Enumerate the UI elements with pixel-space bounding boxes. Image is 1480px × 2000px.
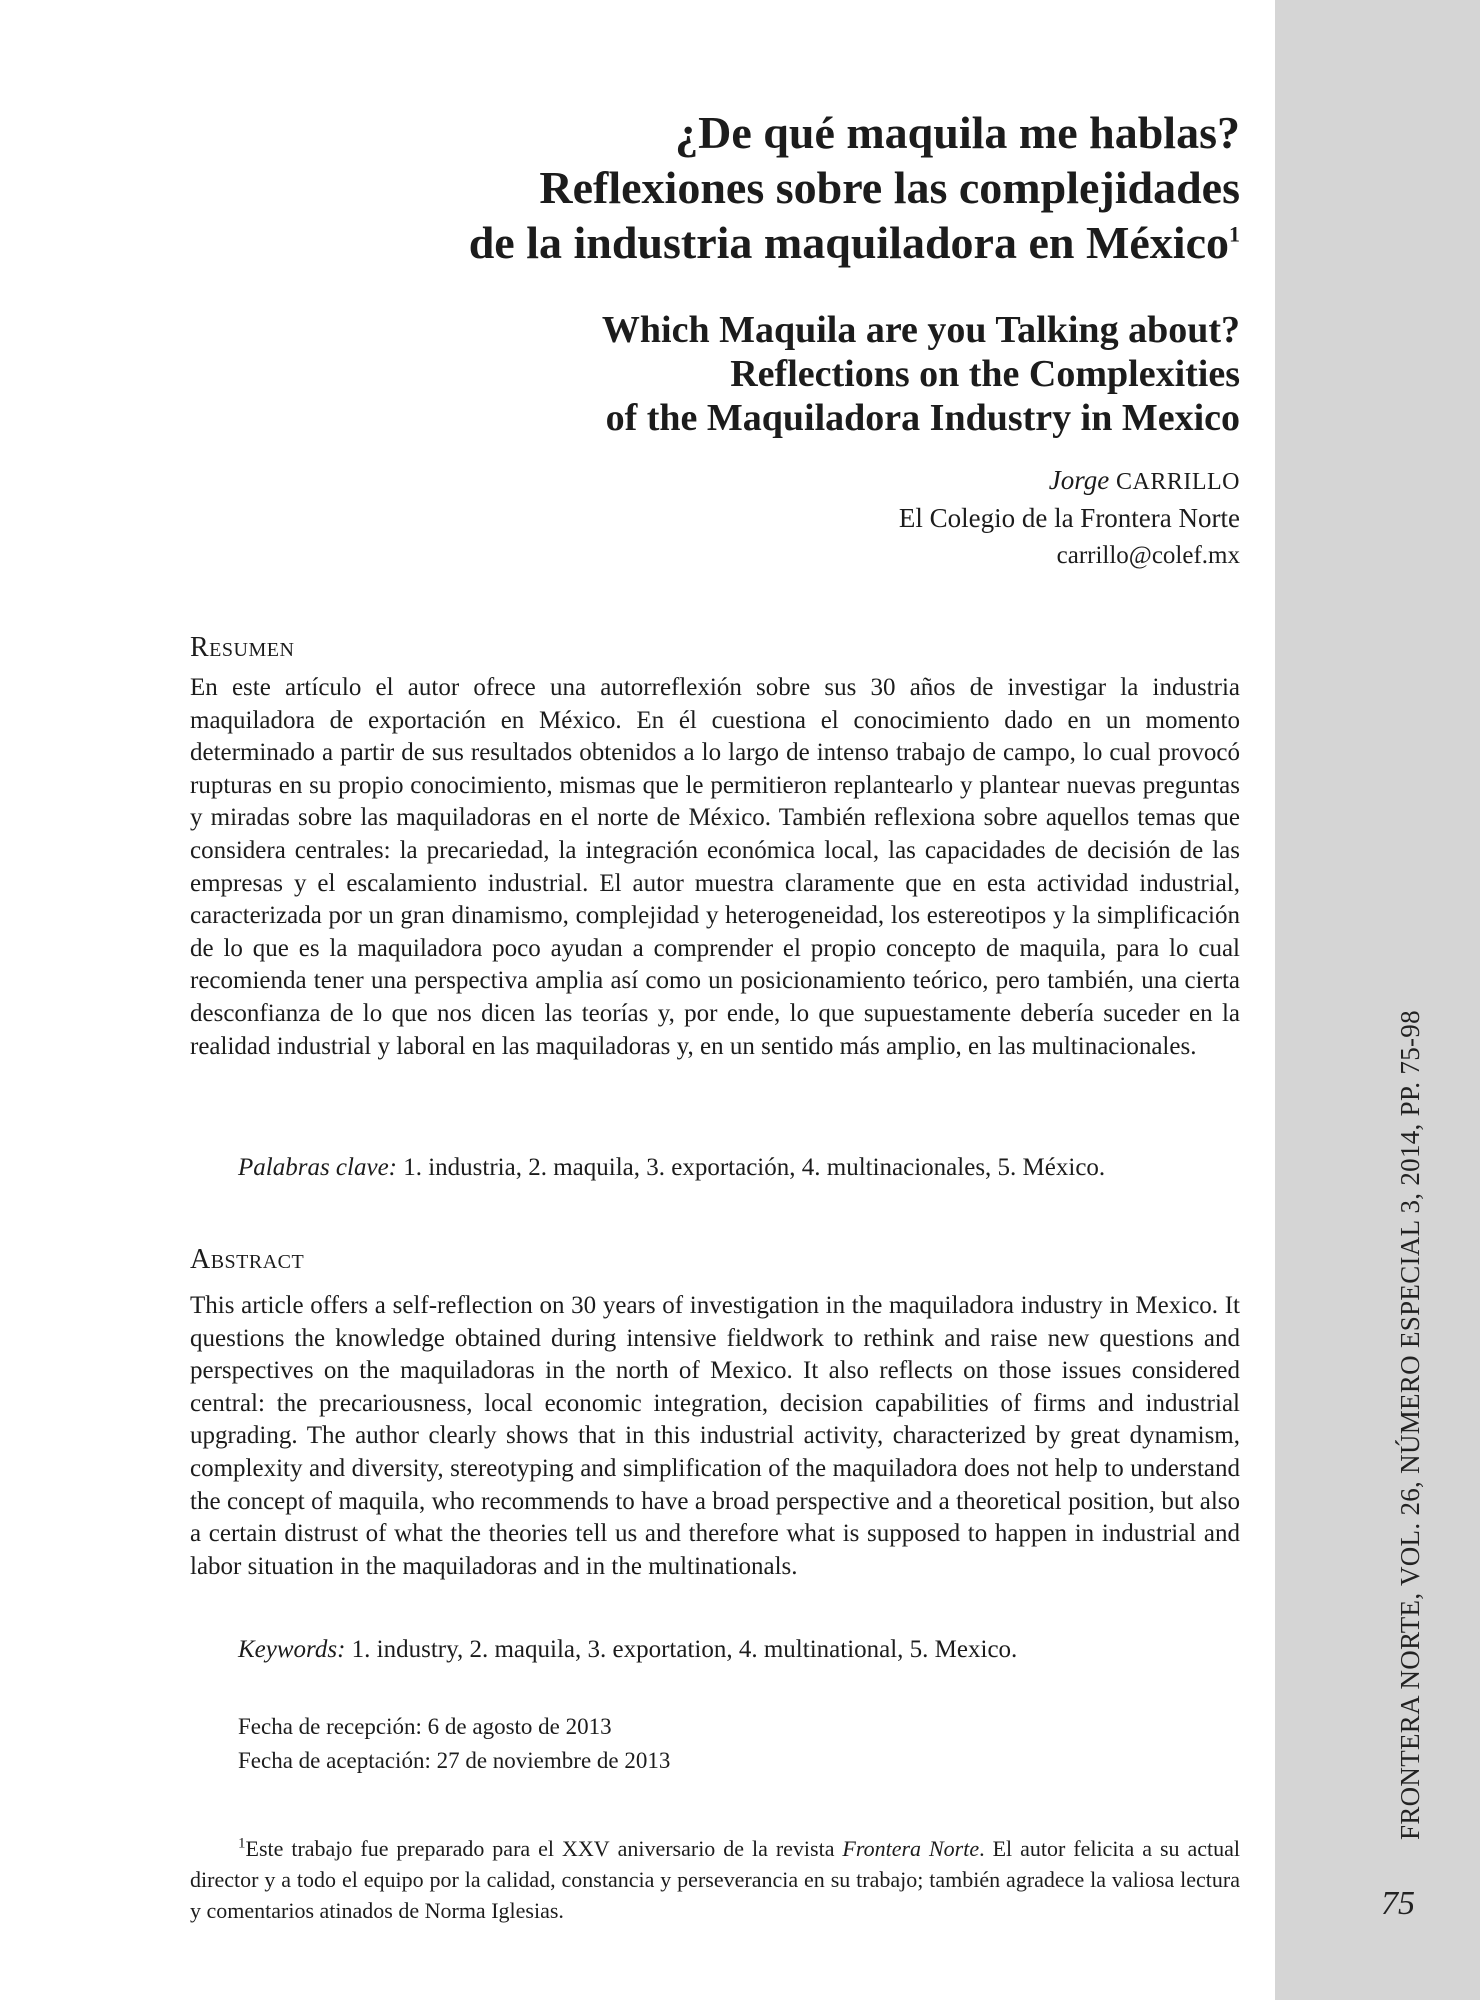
footnote-journal-name: Frontera Norte [842, 1836, 980, 1861]
footnote-mark: 1 [238, 1835, 246, 1852]
author-last-name: CARRILLO [1116, 469, 1240, 495]
resumen-keywords [238, 1152, 1105, 1185]
author-institution: El Colegio de la Frontera Norte [898, 503, 1240, 533]
english-title-line-3: of the Maquiladora Industry in Mexico [605, 397, 1240, 439]
english-title-line-1: Which Maquila are you Talking about? [601, 309, 1240, 351]
footnote-roman-numeral: XXV [561, 1836, 610, 1861]
resumen-keywords-list: 1. industria, 2. maquila, 3. exportación, 4. multinacionales, 5. México. [403, 1154, 1106, 1181]
spanish-title-line-3: de la industria maquiladora en México [468, 217, 1229, 268]
journal-side-band [1275, 0, 1480, 2000]
journal-running-title: FRONTERA NORTE, VOL. 26, NÚMERO ESPECIAL 3, 2014, PP. 75-98 [1395, 1010, 1425, 1840]
english-title [140, 308, 1240, 440]
page-number: 75 [1381, 1885, 1415, 1922]
spanish-title-line-2: Reflexiones sobre las complejidades [539, 162, 1240, 213]
spanish-title-line-1: ¿De qué maquila me hablas? [675, 107, 1240, 158]
author-first-name: Jorge [1048, 465, 1110, 495]
english-title-line-2: Reflections on the Complexities [730, 353, 1240, 395]
footnote-text-before: Este trabajo fue preparado para el [245, 1836, 562, 1861]
resumen-keywords-label: Palabras clave: [238, 1154, 397, 1181]
author-email[interactable]: carrillo@colef.mx [1056, 542, 1240, 569]
abstract-keywords-list: 1. industry, 2. maquila, 3. exportation, 4. multinational, 5. Mexico. [351, 1636, 1018, 1663]
received-date: Fecha de recepción: 6 de agosto de 2013 [238, 1714, 612, 1739]
author-name [540, 462, 1240, 500]
author-block [540, 462, 1240, 574]
resumen-heading: Resumen [190, 632, 295, 663]
footnote-text-after: . El autor felicita a su actual director y a todo el equipo por la calidad, constancia y perseverancia en su trabajo; también agradece la valiosa lectura y comentarios atinados de Norma Iglesias. [190, 1836, 1241, 1923]
resumen-text: En este artículo el autor ofrece una autorreflexión sobre sus 30 años de investigar la industria maquiladora de exportación en México. En él cuestiona el conocimiento dado en un momento determinado a partir de sus resultados obtenidos a lo largo de intenso trabajo de campo, lo cual provocó rupturas en su propio conocimiento, mismas que le permitieron replantearlo y plantear nuevas preguntas y miradas sobre las maquiladoras en el norte de México. También reflexiona sobre aquellos temas que considera centrales: la precariedad, la integración económica local, las capacidades de decisión de las empresas y el escalamiento industrial. El autor muestra claramente que en esta actividad industrial, caracterizada por un gran dinamismo, complejidad y heterogeneidad, los estereotipos y la simplificación de lo que es la maquiladora poco ayudan a comprender el propio concepto de maquila, para lo cual recomienda tener una perspectiva amplia así como un posicionamiento teórico, pero también, una cierta desconfianza de lo que nos dicen las teorías y, por ende, lo que supuestamente debería suceder en la realidad industrial y laboral en las maquiladoras y, en un sentido más amplio, en las multinacionales. [190, 674, 1240, 1060]
footnote [190, 1833, 1240, 1926]
abstract-keywords-label: Keywords: [238, 1636, 346, 1663]
article-dates [238, 1710, 670, 1778]
footnote-text-middle: aniversario de la revista [609, 1836, 843, 1861]
accepted-date: Fecha de aceptación: 27 de noviembre de 2013 [238, 1748, 671, 1773]
abstract-keywords [238, 1634, 1017, 1667]
abstract-heading: Abstract [190, 1244, 305, 1275]
title-footnote-mark[interactable]: 1 [1229, 221, 1240, 247]
abstract-text: This article offers a self-reflection on 30 years of investigation in the maquiladora industry in Mexico. It questions the knowledge obtained during intensive fieldwork to rethink and raise new questions and perspectives on the maquiladoras in the north of Mexico. It also reflects on those issues considered central: the precariousness, local economic integration, decision capabilities of firms and industrial upgrading. The author clearly shows that in this industrial activity, characterized by great dynamism, complexity and diversity, stereotyping and simplification of the maquiladora does not help to understand the concept of maquila, who recommends to have a broad perspective and a theoretical position, but also a certain distrust of what the theories tell us and therefore what is supposed to happen in industrial and labor situation in the maquiladoras and in the multinationals. [190, 1292, 1240, 1580]
spanish-title [140, 105, 1240, 270]
title-block [140, 105, 1240, 440]
